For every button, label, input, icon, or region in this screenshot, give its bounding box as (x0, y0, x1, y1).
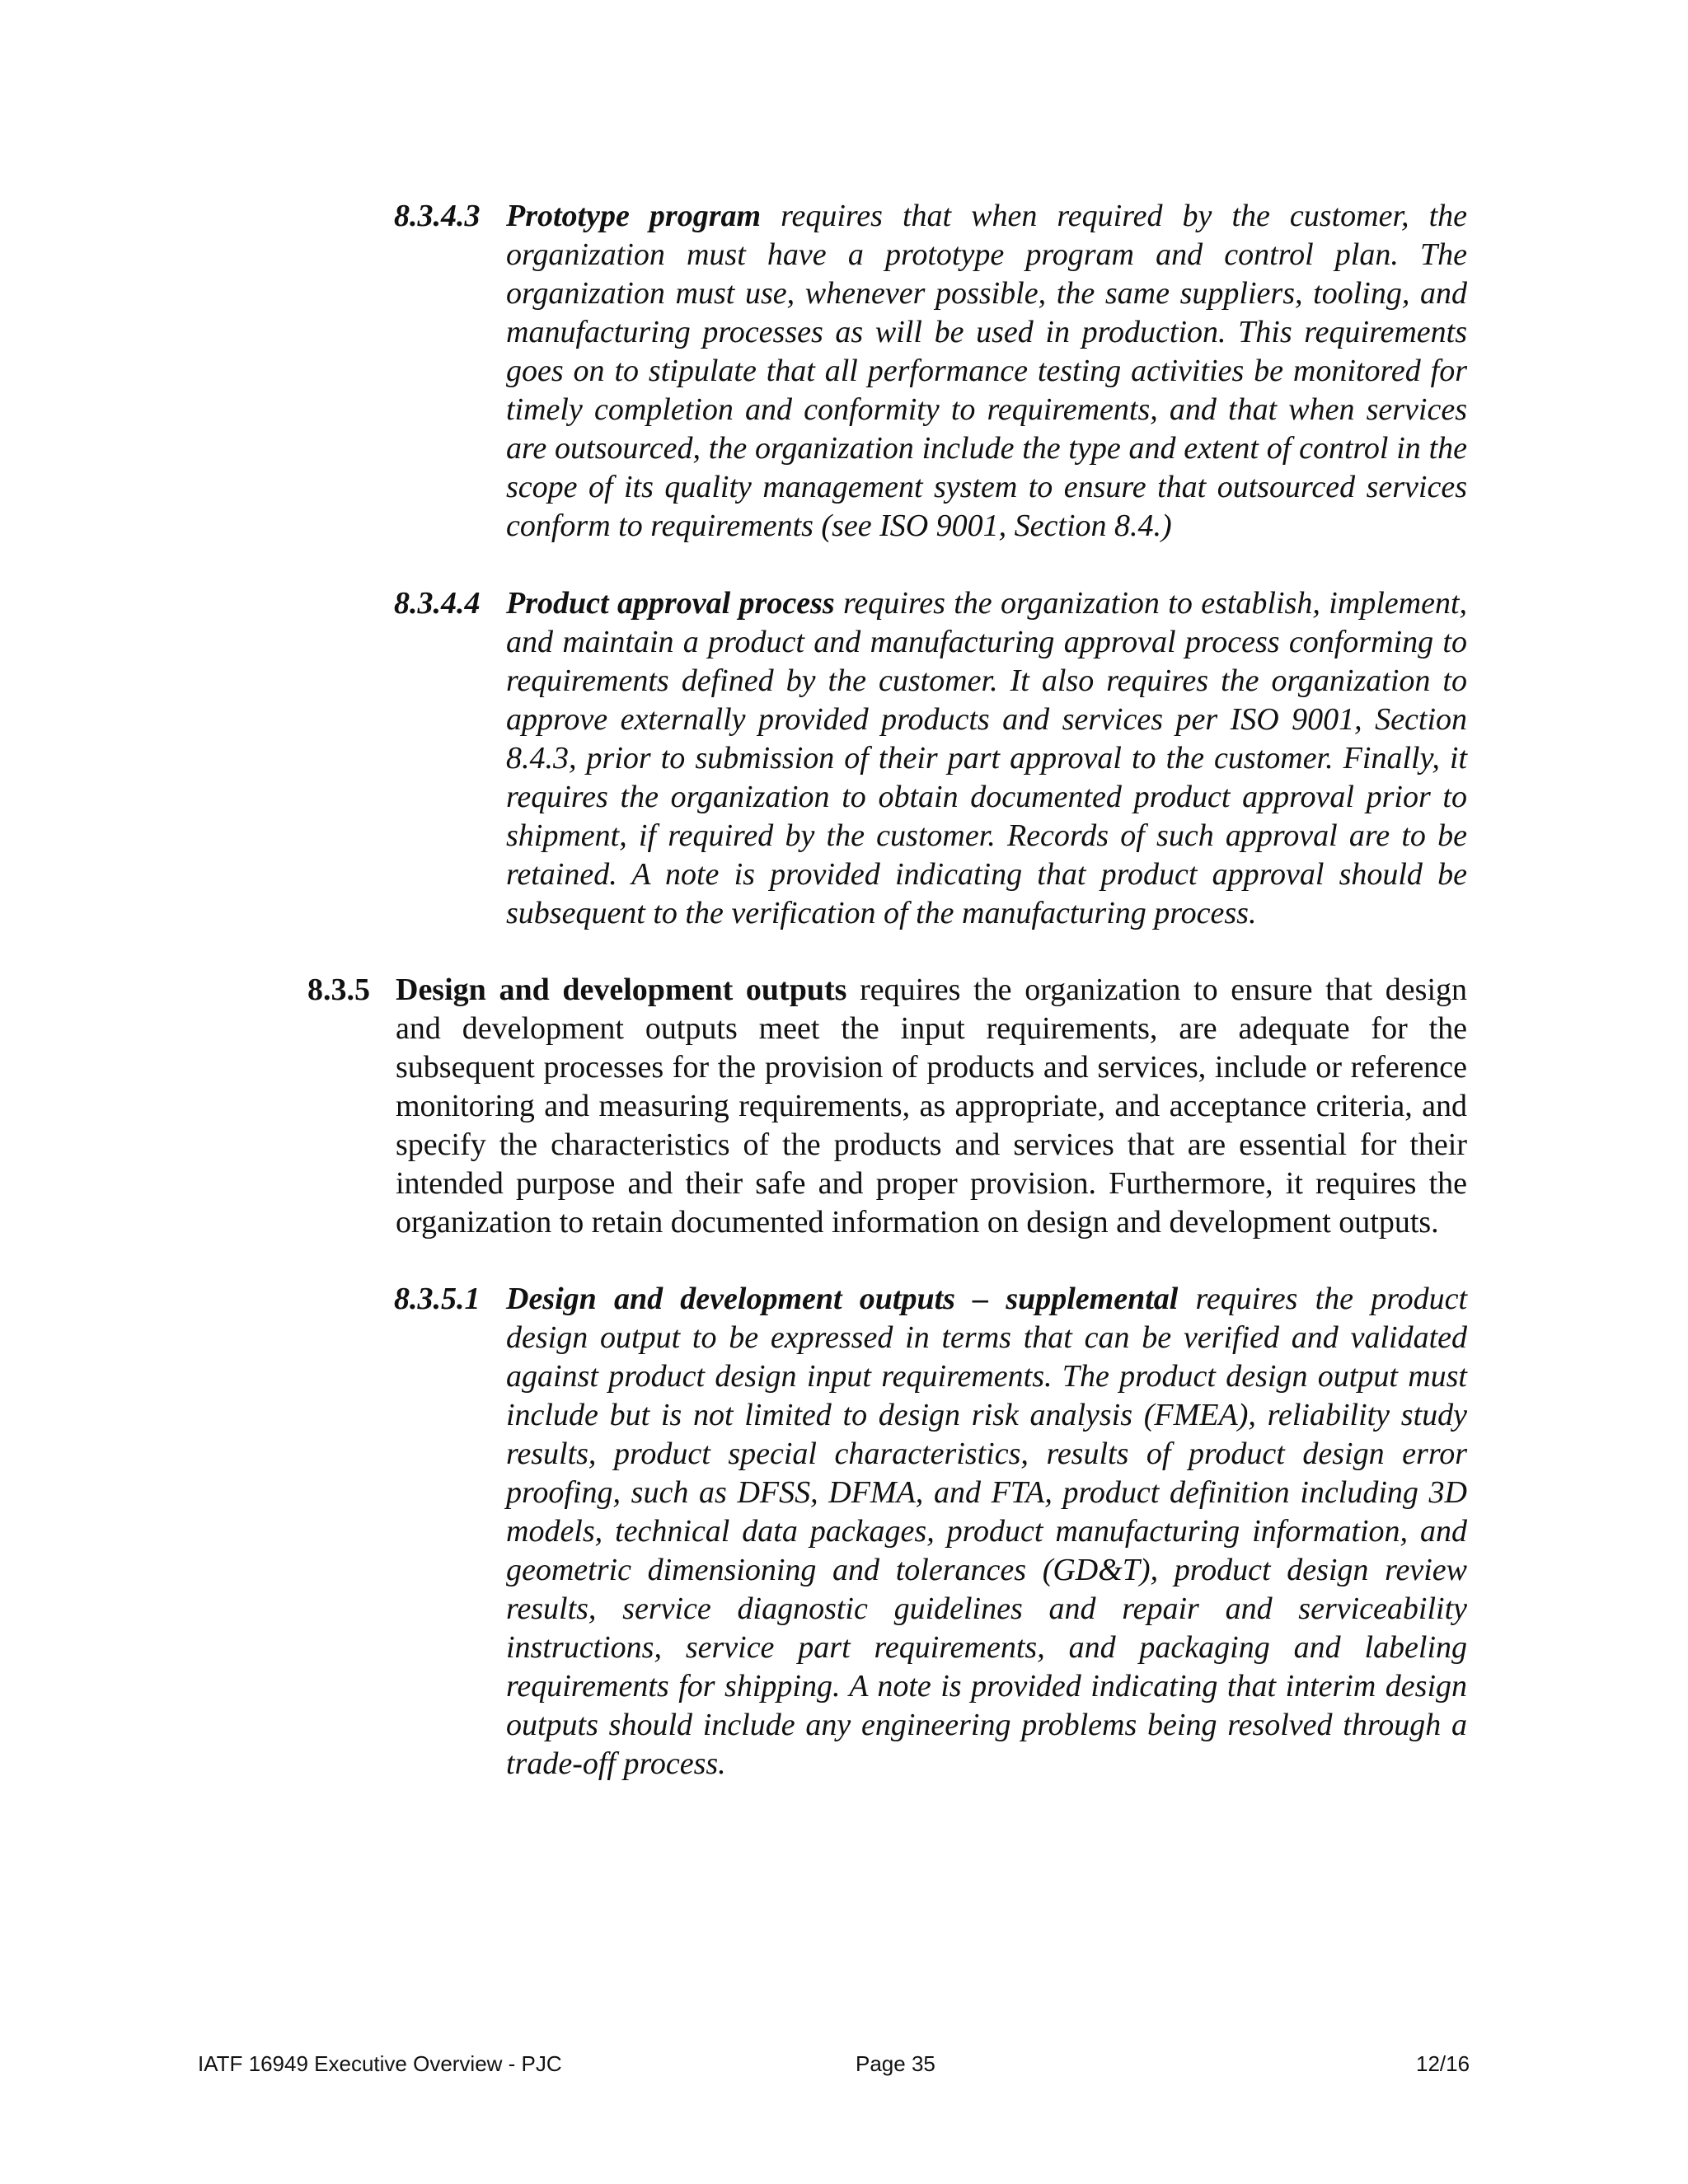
footer-date: 12/16 (1416, 2051, 1470, 2076)
section-paragraph (394, 1280, 1467, 1783)
section-heading: Product approval process (506, 586, 835, 621)
section-8-3-4-3 (394, 197, 1467, 546)
section-heading: Design and development outputs (396, 972, 847, 1007)
section-heading: Prototype program (506, 199, 762, 233)
section-text: requires the organization to ensure that design and development outputs meet the input requirements, are adequate for the subsequent processes for the provision of products and services, include or reference monitoring and measuring requirements, as appropriate, and acceptance criteria, and specify the characteristics of the products and services that are essential for their intended purpose and their safe and proper provision. Furthermore, it requires the organization to retain documented information on design and development outputs. (396, 972, 1467, 1240)
section-number: 8.3.4.3 (394, 199, 481, 233)
section-8-3-5-1 (394, 1280, 1467, 1783)
footer-document-title: IATF 16949 Executive Overview - PJC (198, 2051, 562, 2076)
section-8-3-5 (307, 971, 1467, 1242)
section-number: 8.3.5 (307, 972, 370, 1007)
section-number: 8.3.5.1 (394, 1282, 481, 1316)
section-heading: Design and development outputs – supplemental (506, 1282, 1179, 1316)
section-text: requires the organization to establish, implement, and maintain a product and manufacturing approval process conforming to requirements defined by the customer. It also requires the organization to approve externally provided products and services per ISO 9001, Section 8.4.3, prior to submission of their part approval to the customer. Finally, it requires the organization to obtain documented product approval prior to shipment, if required by the customer. Records of such approval are to be retained. A note is provided indicating that product approval should be subsequent to the verification of the manufacturing process. (506, 586, 1467, 930)
section-text: requires that when required by the customer, the organization must have a prototype program and control plan. The organization must use, whenever possible, the same suppliers, tooling, and manufacturing processes as will be used in production. This requirements goes on to stipulate that all performance testing activities be monitored for timely completion and conformity to requirements, and that when services are outsourced, the organization include the type and extent of control in the scope of its quality management system to ensure that outsourced services conform to requirements (see ISO 9001, Section 8.4.) (506, 199, 1467, 543)
section-paragraph (307, 971, 1467, 1242)
footer-page-number: Page 35 (856, 2051, 935, 2076)
section-text: requires the product design output to be expressed in terms that can be verified and validated against product design input requirements. The product design output must include but is not limited to design risk analysis (FMEA), reliability study results, product special characteristics, results of product design error proofing, such as DFSS, DFMA, and FTA, product definition including 3D models, technical data packages, product manufacturing information, and geometric dimensioning and tolerances (GD&T), product design review results, service diagnostic guidelines and repair and serviceability instructions, service part requirements, and packaging and labeling requirements for shipping. A note is provided indicating that interim design outputs should include any engineering problems being resolved through a trade-off process. (506, 1282, 1467, 1781)
section-paragraph (394, 584, 1467, 933)
section-8-3-4-4 (394, 584, 1467, 933)
section-number: 8.3.4.4 (394, 586, 481, 621)
section-paragraph (394, 197, 1467, 546)
